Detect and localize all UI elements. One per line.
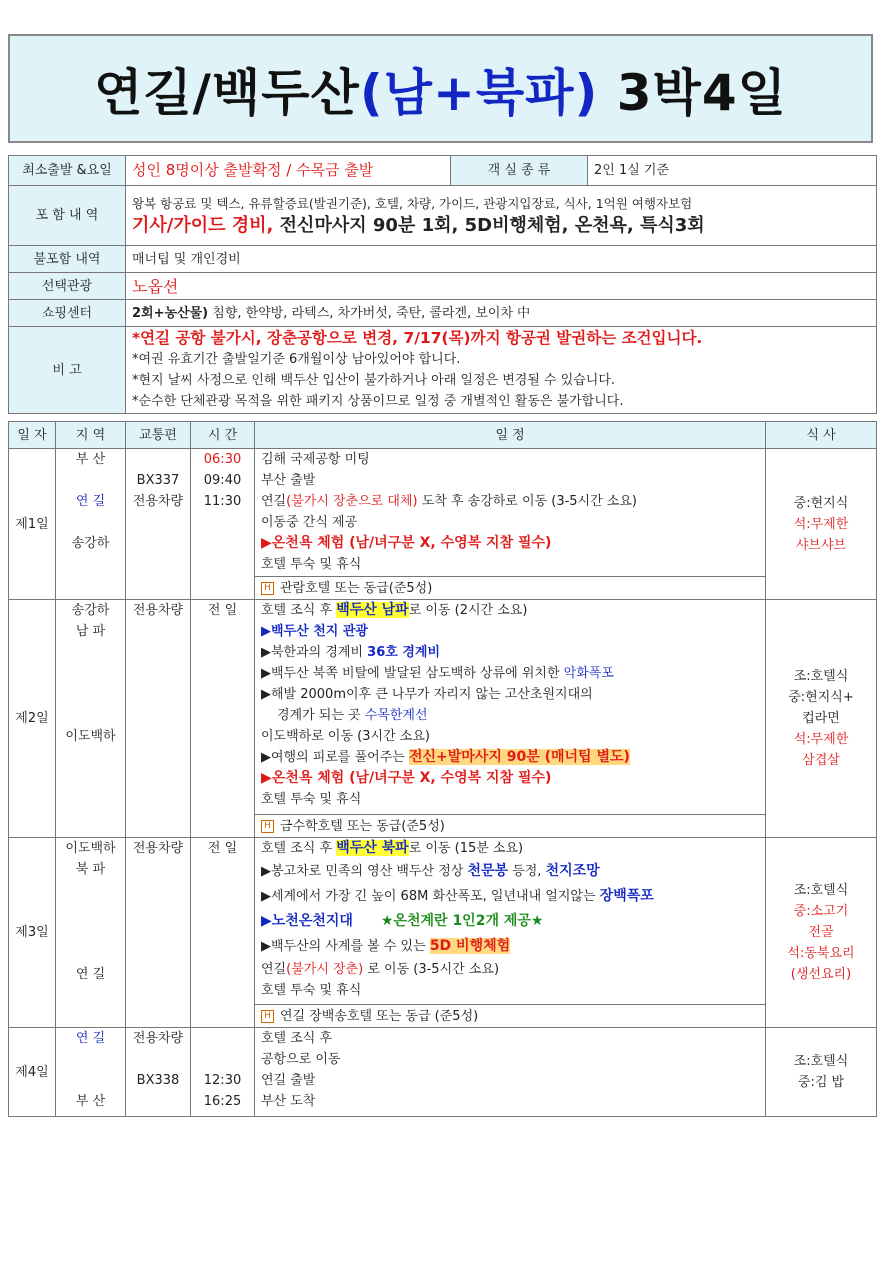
include-value (126, 186, 877, 246)
day3-meal-3: 전골 (808, 925, 834, 940)
day3-item-3b: 장백폭포 (599, 888, 654, 904)
day3-label: 제3일 (9, 838, 56, 1028)
day4-time-2: 16:25 (203, 1094, 242, 1109)
day2-item-6 (261, 705, 759, 726)
day3-meals (766, 838, 877, 1028)
day2-item-10: 호텔 투숙 및 휴식 (261, 792, 362, 807)
day3-item-4b: ★온천계란 1인2개 제공★ (380, 913, 544, 929)
note-label: 비 고 (9, 327, 126, 414)
title-tail: 3박4일 (598, 63, 787, 122)
day4-meal-2: 중:김 밥 (797, 1075, 845, 1090)
day4-places (56, 1028, 126, 1117)
day2-item-7: 이도백하로 이동 (3시간 소요) (261, 729, 430, 744)
title-banner (8, 34, 873, 143)
day2-item-6b: 수목한계선 (364, 708, 428, 723)
day1-item-3a: 연길 (261, 494, 287, 509)
day3-places (56, 838, 126, 1028)
day2-meal-4: 석:무제한 (793, 732, 849, 747)
day2-hotel (255, 815, 766, 838)
day3-item-2c: 등정, (508, 864, 546, 879)
day3-hotel-name: 연길 장백송호텔 또는 동급 (준5성) (280, 1008, 479, 1024)
day3-item-4a: ▶노천온천지대 (261, 913, 353, 929)
schedule-table (8, 421, 877, 1117)
shopping-rest: 침향, 한약방, 라텍스, 차가버섯, 죽탄, 콜라겐, 보이차 中 (208, 305, 531, 321)
hotel-icon: H (261, 582, 274, 595)
day4-item-1: 호텔 조식 후 (261, 1031, 333, 1046)
day2-item-1b: 백두산 남파 (336, 602, 409, 618)
note-value (126, 327, 877, 414)
header-region: 지 역 (56, 422, 126, 449)
day2-item-9: ▶온천욕 체험 (남/녀구분 X, 수영복 지참 필수) (261, 770, 552, 786)
day1-item-3 (261, 491, 759, 512)
day3-item-2 (261, 859, 759, 884)
day3-item-2d: 천지조망 (545, 863, 600, 879)
day3-place-2: 북 파 (75, 862, 106, 877)
day2-meal-2: 중:현지식+ (788, 690, 854, 705)
day1-hotel-name: 관람호텔 또는 동급(준5성) (280, 580, 433, 596)
day4-label: 제4일 (9, 1028, 56, 1117)
day4-transport (126, 1028, 191, 1117)
note-3: *현지 날씨 사정으로 인해 백두산 입산이 불가하거나 아래 일정은 변경될 수 있습니다. (132, 373, 616, 388)
room-type-label: 객 실 종 류 (451, 156, 588, 186)
header-time: 시 간 (191, 422, 255, 449)
day2-meals (766, 600, 877, 838)
day3-item-6b: (불가시 장춘) (286, 962, 364, 977)
day2-hotel-name: 금수학호텔 또는 동급(준5성) (280, 818, 445, 834)
day2-item-6a: 경계가 되는 곳 (277, 708, 365, 723)
day3-item-3 (261, 884, 759, 909)
day3-times (191, 838, 255, 1028)
include-line2-red: 기사/가이드 경비, (132, 215, 274, 236)
day1-item-4: 이동중 간식 제공 (261, 515, 358, 530)
day1-place-3: 송강하 (71, 536, 110, 551)
day4-schedule (255, 1028, 766, 1117)
day3-item-4 (261, 909, 759, 934)
shopping-value (126, 300, 877, 327)
day2-place-3: 이도백하 (65, 729, 116, 744)
day4-item-2: 공항으로 이동 (261, 1052, 341, 1067)
day3-item-5a: ▶백두산의 사계를 볼 수 있는 (261, 939, 430, 954)
day2-time: 전 일 (207, 603, 238, 618)
day3-item-1b: 백두산 북파 (336, 840, 409, 856)
min-departure-value: 성인 8명이상 출발확정 / 수목금 출발 (126, 156, 451, 186)
day2-item-3a: ▶북한과의 경계비 (261, 645, 368, 660)
day2-places (56, 600, 126, 838)
hotel-icon: H (261, 820, 274, 833)
day4-place-2: 부 산 (75, 1094, 106, 1109)
day2-item-4b: 악화폭포 (563, 666, 614, 681)
exclude-value: 매너팁 및 개인경비 (126, 246, 877, 273)
day3-item-2b: 천문봉 (467, 863, 509, 879)
day4-times (191, 1028, 255, 1117)
day3-meal-2: 중:소고기 (793, 904, 849, 919)
day3-item-5 (261, 934, 759, 959)
day3-item-6 (261, 959, 759, 980)
day3-item-1a: 호텔 조식 후 (261, 841, 337, 856)
day3-item-6c: 로 이동 (3-5시간 소요) (363, 962, 500, 977)
header-day: 일 자 (9, 422, 56, 449)
include-label: 포 함 내 역 (9, 186, 126, 246)
day2-place-2: 남 파 (75, 624, 106, 639)
exclude-label: 불포함 내역 (9, 246, 126, 273)
day1-time-3: 11:30 (203, 494, 242, 509)
day2-transport (126, 600, 191, 838)
day4-meal-1: 조:호텔식 (793, 1054, 849, 1069)
note-2: *여권 유효기간 출발일기준 6개월이상 남아있어야 합니다. (132, 352, 461, 367)
day1-meal-3: 샤브샤브 (795, 537, 847, 553)
day1-meal-2: 석:무제한 (793, 516, 849, 532)
day4-vehicle: 전용차량 (132, 1031, 184, 1046)
info-table (8, 155, 877, 414)
day2-item-1a: 호텔 조식 후 (261, 603, 337, 618)
day3-place-3: 연 길 (75, 967, 106, 982)
day3-item-2a: ▶봉고차로 민족의 영산 백두산 정상 (261, 864, 468, 879)
include-line1: 왕복 항공료 및 텍스, 유류할증료(발권기준), 호텔, 차량, 가이드, 관광지입장료, 식사, 1억원 여행자보험 (132, 196, 693, 211)
day2-item-3 (261, 642, 759, 663)
header-transport: 교통편 (126, 422, 191, 449)
day1-meals (766, 449, 877, 600)
day2-place-1: 송강하 (71, 603, 110, 618)
day2-item-4 (261, 663, 759, 684)
day4-place-1: 연 길 (75, 1031, 106, 1046)
title-paren: (남+북파) (359, 63, 599, 122)
header-schedule: 일 정 (255, 422, 766, 449)
day2-item-8b: 전신+발마사지 90분 (매너팁 별도) (408, 749, 630, 765)
day1-item-3c: 도착 후 송강하로 이동 (3-5시간 소요) (417, 494, 637, 509)
day4-item-3: 연길 출발 (261, 1073, 316, 1088)
day1-meal-1: 중:현지식 (793, 495, 849, 511)
day3-meal-4: 석:동북요리 (787, 946, 855, 961)
hotel-icon: H (261, 1010, 274, 1023)
note-4: *순수한 단체관광 목적을 위한 패키지 상품이므로 일정 중 개별적인 활동은 불가합니다. (132, 394, 624, 409)
day3-time: 전 일 (207, 841, 238, 856)
day1-schedule (255, 449, 766, 577)
day1-item-1: 김해 국제공항 미팅 (261, 452, 370, 467)
day1-item-5: ▶온천욕 체험 (남/녀구분 X, 수영복 지참 필수) (261, 535, 552, 551)
day3-item-5b: 5D 비행체험 (429, 938, 511, 954)
day1-time-2: 09:40 (203, 473, 242, 488)
day2-label: 제2일 (9, 600, 56, 838)
day2-vehicle: 전용차량 (132, 603, 184, 618)
day1-item-3b: (불가시 장춘으로 대체) (286, 494, 418, 509)
note-1: *연길 공항 불가시, 장춘공항으로 변경, 7/17(목)까지 항공권 발권하는 조건입니다. (132, 329, 703, 347)
shopping-bold: 2회+농산물) (132, 305, 209, 321)
day2-meal-3: 컵라면 (802, 711, 840, 726)
day3-item-1 (261, 838, 759, 859)
day3-meal-5: (생선요리) (790, 967, 852, 982)
day1-places (56, 449, 126, 600)
day1-item-2: 부산 출발 (261, 473, 316, 488)
day2-item-5: ▶해발 2000m이후 큰 나무가 자리지 않는 고산초원지대의 (261, 687, 593, 702)
day4-flight: BX338 (136, 1073, 180, 1088)
day3-meal-1: 조:호텔식 (793, 883, 849, 898)
day2-item-4a: ▶백두산 북쪽 비탈에 발달된 삼도백하 상류에 위치한 (261, 666, 564, 681)
day2-times (191, 600, 255, 838)
day2-item-3b: 36호 경계비 (367, 645, 441, 660)
day3-item-1c: 로 이동 (15분 소요) (408, 841, 524, 856)
day1-label: 제1일 (9, 449, 56, 600)
day1-item-6: 호텔 투숙 및 휴식 (261, 557, 362, 572)
day2-meal-1: 조:호텔식 (793, 669, 849, 684)
day1-times (191, 449, 255, 600)
day3-item-3a: ▶세계에서 가장 긴 높이 68M 화산폭포, 일년내내 얼지않는 (261, 889, 600, 904)
page-title (94, 53, 787, 125)
day1-hotel (255, 577, 766, 600)
min-departure-label: 최소출발 &요일 (9, 156, 126, 186)
day1-time-1: 06:30 (203, 452, 242, 467)
day2-schedule (255, 600, 766, 815)
day1-transport (126, 449, 191, 600)
day2-item-8 (261, 747, 759, 768)
title-main: 연길/백두산 (94, 63, 360, 122)
day3-hotel (255, 1005, 766, 1028)
option-value: 노옵션 (126, 273, 877, 300)
day2-meal-5: 삼겹살 (802, 753, 840, 768)
header-meal: 식 사 (766, 422, 877, 449)
shopping-label: 쇼핑센터 (9, 300, 126, 327)
day3-item-6a: 연길 (261, 962, 287, 977)
include-line2-rest: 전신마사지 90분 1회, 5D비행체험, 온천욕, 특식3회 (273, 215, 705, 236)
day1-place-2: 연 길 (75, 494, 106, 509)
day3-place-1: 이도백하 (65, 841, 116, 856)
day3-item-7: 호텔 투숙 및 휴식 (261, 983, 362, 998)
day1-flight: BX337 (136, 473, 180, 488)
day2-item-1 (261, 600, 759, 621)
day4-item-4: 부산 도착 (261, 1094, 316, 1109)
day3-vehicle: 전용차량 (132, 841, 184, 856)
day4-time-1: 12:30 (203, 1073, 242, 1088)
day2-item-8a: ▶여행의 피로를 풀어주는 (261, 750, 409, 765)
option-label: 선택관광 (9, 273, 126, 300)
room-type-value: 2인 1실 기준 (588, 156, 877, 186)
day1-vehicle: 전용차량 (132, 494, 184, 509)
day2-item-1c: 로 이동 (2시간 소요) (408, 603, 528, 618)
day4-meals (766, 1028, 877, 1117)
day1-place-1: 부 산 (75, 452, 106, 467)
day3-transport (126, 838, 191, 1028)
day3-schedule (255, 838, 766, 1005)
day2-item-2: ▶백두산 천지 관광 (261, 624, 368, 639)
